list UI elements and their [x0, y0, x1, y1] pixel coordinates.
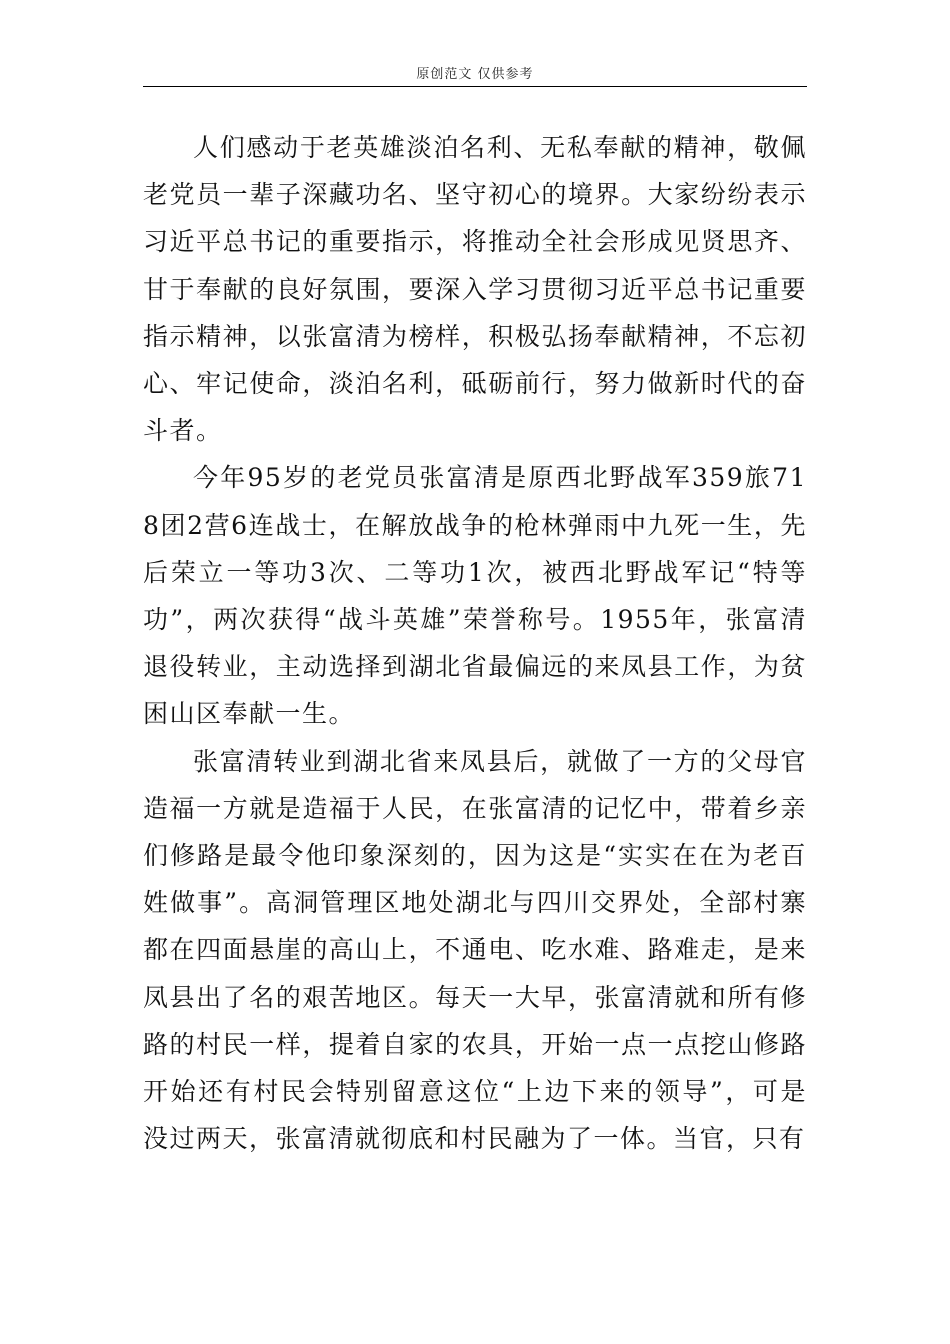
header-divider — [143, 86, 807, 87]
document-body — [143, 124, 807, 1162]
paragraph-2: 今年95岁的老党员张富清是原西北野战军359旅718团2营6连战士，在解放战争的枪林弹雨中九死一生，先后荣立一等功3次、二等功1次，被西北野战军记“特等功”，两次获得“战斗英雄”荣誉称号。1955年，张富清退役转业，主动选择到湖北省最偏远的来凤县工作，为贫困山区奉献一生。 — [143, 463, 807, 729]
paragraph-1: 人们感动于老英雄淡泊名利、无私奉献的精神，敬佩老党员一辈子深藏功名、坚守初心的境界。大家纷纷表示习近平总书记的重要指示，将推动全社会形成见贤思齐、甘于奉献的良好氛围，要深入学习贯彻习近平总书记重要指示精神，以张富清为榜样，积极弘扬奉献精神，不忘初心、牢记使命，淡泊名利，砥砺前行，努力做新时代的奋斗者。 — [143, 133, 807, 446]
paragraph-3: 张富清转业到湖北省来凤县后，就做了一方的父母官造福一方就是造福于人民，在张富清的记忆中，带着乡亲们修路是最令他印象深刻的，因为这是“实实在在为老百姓做事”。高洞管理区地处湖北与四川交界处，全部村寨都在四面悬崖的高山上，不通电、吃水难、路难走，是来凤县出了名的艰苦地区。每天一大早，张富清就和所有修路的村民一样，提着自家的农具，开始一点一点挖山修路开始还有村民会特别留意这位“上边下来的领导”，可是没过两天，张富清就彻底和村民融为了一体。当官，只有 — [143, 746, 807, 1154]
page-header: 原创范文 仅供参考 — [416, 67, 534, 82]
